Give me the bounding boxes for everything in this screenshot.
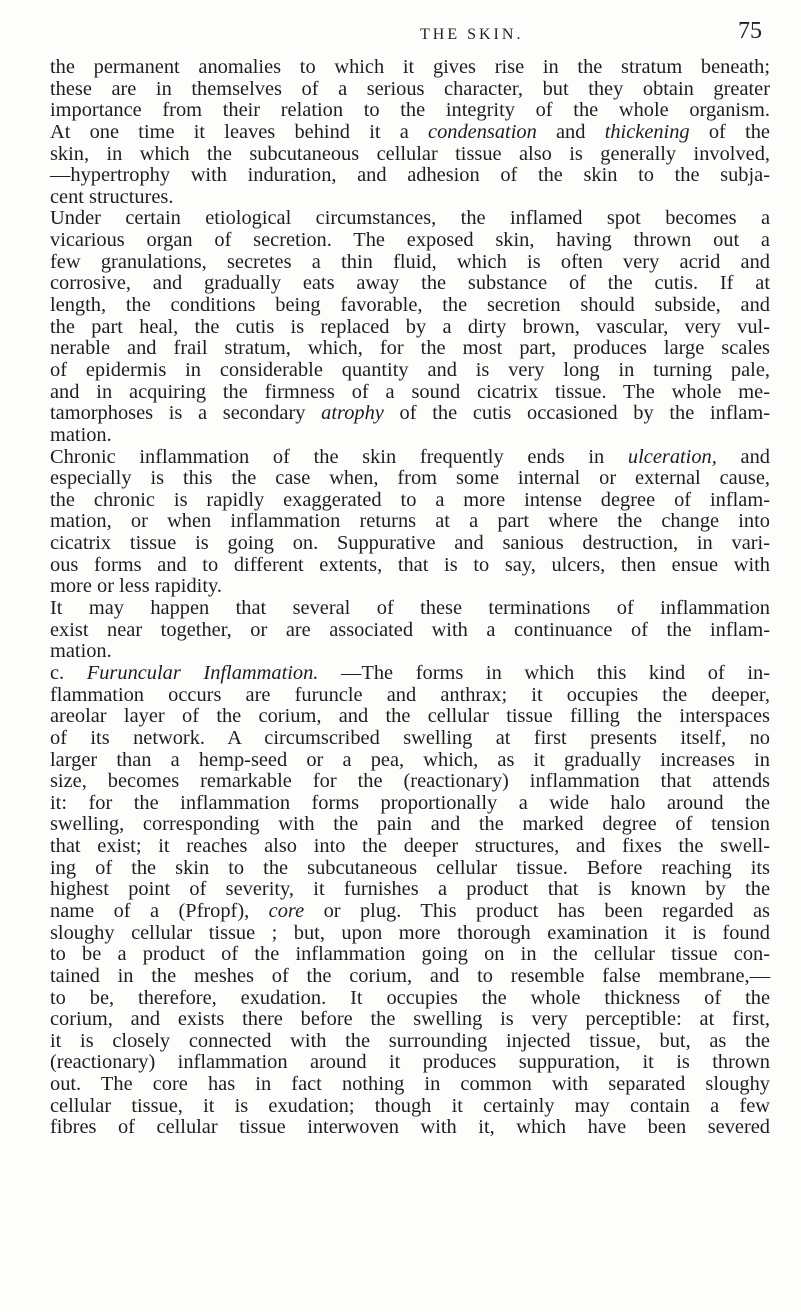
body-text — [50, 57, 770, 1139]
text-run: of its network. A circumscribed swelling at first presents itself, no — [50, 726, 770, 749]
italic-term: Furuncular Inflammation. — [86, 661, 319, 684]
text-run: ing of the skin to the subcutaneous cellular tissue. Before reaching its — [50, 856, 770, 879]
text-line — [50, 814, 770, 836]
text-line — [50, 966, 770, 988]
text-line — [50, 425, 770, 447]
text-run: of epidermis in considerable quantity and is very long in turning pale, — [50, 358, 770, 381]
text-line — [50, 771, 770, 793]
text-line — [50, 338, 770, 360]
text-run: It may happen that several of these terminations of inflammation — [50, 597, 770, 620]
text-line — [50, 165, 770, 187]
text-run: it: for the inflammation forms proportionally a wide halo around the — [50, 791, 770, 814]
text-line — [50, 490, 770, 512]
text-run: mation. — [50, 423, 112, 446]
text-line — [50, 57, 770, 79]
text-line — [50, 317, 770, 339]
italic-term: ulceration, — [627, 445, 717, 468]
text-line — [50, 663, 770, 685]
text-run: corrosive, and gradually eats away the substance of the cutis. If at — [50, 272, 770, 295]
text-line — [50, 879, 770, 901]
text-run: the chronic is rapidly exaggerated to a more intense degree of inflam- — [50, 488, 770, 511]
text-run: name of a (Pfropf), — [50, 899, 250, 922]
text-run: c. — [50, 661, 65, 684]
text-run: and — [740, 445, 770, 468]
text-run: Under certain etiological circumstances, the inflamed spot becomes a — [50, 207, 770, 230]
text-line — [50, 533, 770, 555]
text-run: mation, or when inflammation returns at a part where the change into — [50, 510, 770, 533]
text-run: to be, therefore, exudation. It occupies the whole thickness of the — [50, 986, 770, 1009]
text-run: size, becomes remarkable for the (reactionary) inflammation that attends — [50, 770, 770, 793]
text-line — [50, 144, 770, 166]
text-run: areolar layer of the corium, and the cellular tissue filling the interspaces — [50, 705, 770, 728]
text-run: highest point of severity, it furnishes a product that is known by the — [50, 878, 770, 901]
running-head: THE SKIN. — [420, 26, 524, 43]
text-line — [50, 1117, 770, 1139]
page-number: 75 — [738, 18, 762, 44]
text-line — [50, 230, 770, 252]
text-run: it is closely connected with the surrounding injected tissue, but, as the — [50, 1029, 770, 1052]
text-run: exist near together, or are associated with a continuance of the inflam- — [50, 618, 770, 641]
text-line — [50, 273, 770, 295]
text-line — [50, 1096, 770, 1118]
italic-term: condensation — [428, 120, 537, 143]
text-run: length, the conditions being favorable, the secretion should subside, and — [50, 294, 770, 317]
text-run: fibres of cellular tissue interwoven with it, which have been severed — [50, 1116, 770, 1139]
text-run: skin, in which the subcutaneous cellular tissue also is generally involved, — [50, 142, 770, 165]
text-run: At one time it leaves behind it a — [50, 120, 409, 143]
text-run: and in acquiring the firmness of a sound cicatrix tissue. The whole me- — [50, 380, 770, 403]
text-line — [50, 728, 770, 750]
text-line — [50, 122, 770, 144]
text-run: that exist; it reaches also into the deeper structures, and fixes the swell- — [50, 835, 770, 858]
text-line — [50, 836, 770, 858]
text-line — [50, 641, 770, 663]
page-header — [0, 18, 801, 48]
text-line — [50, 511, 770, 533]
text-run: vicarious organ of secretion. The exposed skin, having thrown out a — [50, 229, 770, 252]
text-run: cellular tissue, it is exudation; though it certainly may contain a few — [50, 1094, 770, 1117]
text-line — [50, 555, 770, 577]
text-run: —hypertrophy with induration, and adhesion of the skin to the subja- — [50, 164, 770, 187]
italic-term: atrophy — [321, 402, 384, 425]
text-run: importance from their relation to the integrity of the whole organism. — [50, 99, 770, 122]
text-line — [50, 208, 770, 230]
italic-term: thickening — [604, 120, 690, 143]
text-run: the part heal, the cutis is replaced by a dirty brown, vascular, very vul- — [50, 315, 770, 338]
text-run: especially is this the case when, from some internal or external cause, — [50, 467, 770, 490]
text-run: nerable and frail stratum, which, for the most part, produces large scales — [50, 337, 770, 360]
text-line — [50, 988, 770, 1010]
text-line — [50, 620, 770, 642]
text-line — [50, 598, 770, 620]
text-run: the permanent anomalies to which it gives rise in the stratum beneath; — [50, 56, 770, 78]
text-run: —The forms in which this kind of in- — [341, 661, 771, 684]
text-run: cicatrix tissue is going on. Suppurative and sanious destruction, in vari- — [50, 532, 770, 555]
text-run: of the cutis occasioned by the inflam- — [399, 402, 770, 425]
text-run: more or less rapidity. — [50, 575, 222, 598]
text-run: Chronic inflammation of the skin frequently ends in — [50, 445, 605, 468]
text-line — [50, 360, 770, 382]
text-line — [50, 576, 770, 598]
text-run: out. The core has in fact nothing in common with separated sloughy — [50, 1073, 770, 1096]
text-line — [50, 858, 770, 880]
text-run: corium, and exists there before the swelling is very perceptible: at first, — [50, 1008, 770, 1031]
text-line — [50, 79, 770, 101]
text-line — [50, 382, 770, 404]
text-run: ous forms and to different extents, that is to say, ulcers, then ensue with — [50, 553, 770, 576]
italic-term: core — [268, 899, 305, 922]
text-run: sloughy cellular tissue ; but, upon more thorough examination it is found — [50, 921, 770, 944]
text-line — [50, 252, 770, 274]
text-line — [50, 923, 770, 945]
text-run: flammation occurs are furuncle and anthrax; it occupies the deeper, — [50, 683, 770, 706]
text-line — [50, 750, 770, 772]
text-line — [50, 100, 770, 122]
text-line — [50, 295, 770, 317]
text-line — [50, 944, 770, 966]
text-run: mation. — [50, 640, 112, 663]
text-line — [50, 187, 770, 209]
text-line — [50, 685, 770, 707]
text-line — [50, 468, 770, 490]
text-run: swelling, corresponding with the pain and the marked degree of tension — [50, 813, 770, 836]
text-run: to be a product of the inflammation going on in the cellular tissue con- — [50, 943, 770, 966]
text-line — [50, 1052, 770, 1074]
text-line — [50, 403, 770, 425]
text-run: these are in themselves of a serious character, but they obtain greater — [50, 77, 770, 100]
text-line — [50, 1031, 770, 1053]
text-line — [50, 706, 770, 728]
text-run: tamorphoses is a secondary — [50, 402, 306, 425]
text-line — [50, 1009, 770, 1031]
text-run: cent structures. — [50, 185, 174, 208]
text-run: (reactionary) inflammation around it produces suppuration, it is thrown — [50, 1051, 770, 1074]
text-run: or plug. This product has been regarded as — [323, 899, 770, 922]
text-run: of the — [708, 120, 770, 143]
text-run: larger than a hemp-seed or a pea, which, as it gradually increases in — [50, 748, 770, 771]
text-line — [50, 901, 770, 923]
text-line — [50, 447, 770, 469]
text-run: and — [556, 120, 586, 143]
text-line — [50, 1074, 770, 1096]
text-run: tained in the meshes of the corium, and to resemble false membrane,— — [50, 964, 770, 987]
text-run: few granulations, secretes a thin fluid, which is often very acrid and — [50, 250, 770, 273]
text-line — [50, 793, 770, 815]
